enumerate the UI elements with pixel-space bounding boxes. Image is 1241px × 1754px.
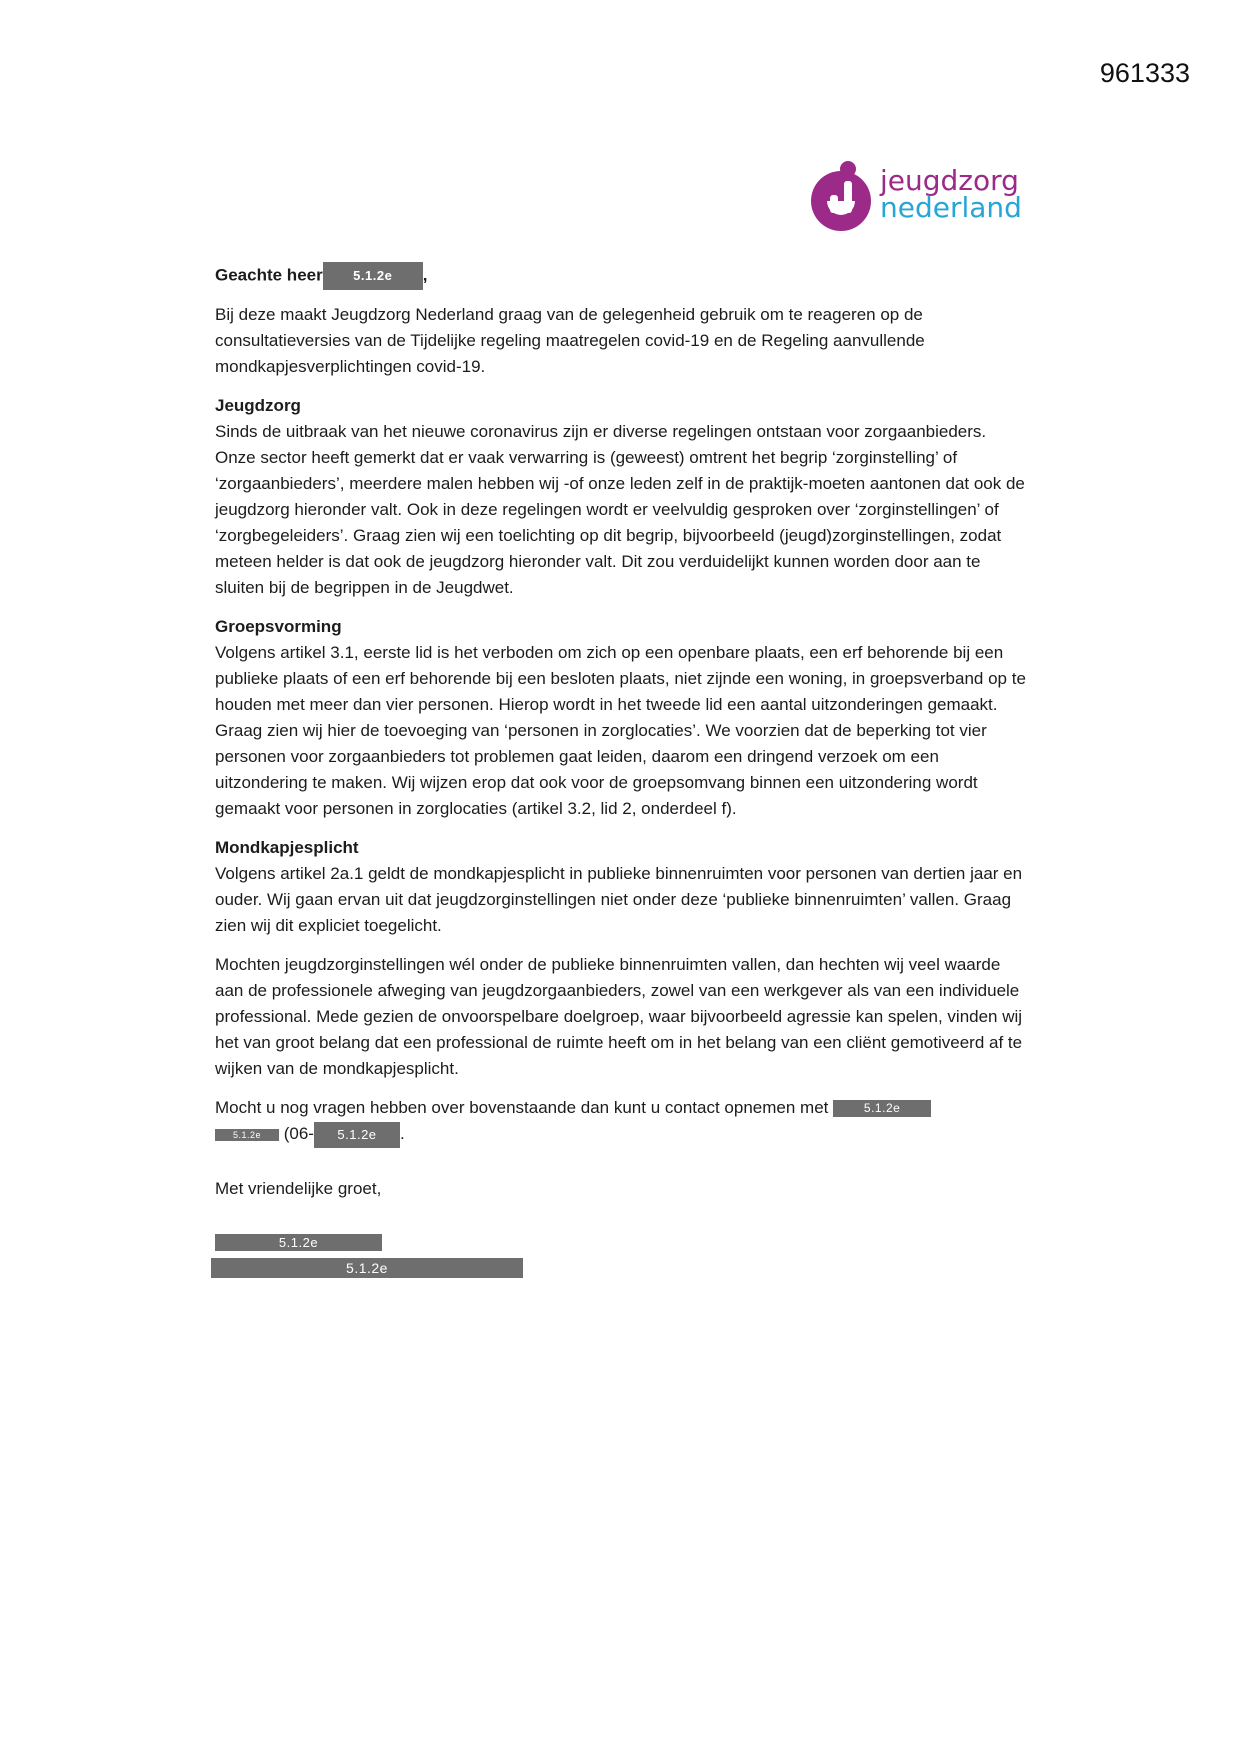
section-title-mondkapjesplicht: Mondkapjesplicht bbox=[215, 838, 359, 857]
professional-judgement-paragraph: Mochten jeugdzorginstellingen wél onder de publieke binnenruimten vallen, dan hechten wij veel waarde aan de professionele afweging van jeugdzorgaanbieders, zowel van een werkgever als van een individuele professional. Mede gezien de onvoorspelbare doelgroep, waar bijvoorbeeld agressie kan spelen, vinden wij het van groot belang dat een professional de ruimte heeft om in het belang van een cliënt gemotiveerd af te wijken van de mondkapjesplicht. bbox=[215, 955, 1023, 1078]
signature-block bbox=[215, 1234, 1027, 1294]
redaction-block: 5.1.2e bbox=[833, 1100, 931, 1117]
phone-prefix: (06- bbox=[283, 1124, 314, 1143]
redaction-block: 5.1.2e bbox=[215, 1129, 279, 1141]
document-number: 961333 bbox=[1099, 58, 1190, 88]
contact-end: . bbox=[399, 1124, 405, 1143]
redaction-block: 5.1.2e bbox=[314, 1122, 400, 1148]
section-body-jeugdzorg: Sinds de uitbraak van het nieuwe coronavirus zijn er diverse regelingen ontstaan voor zorgaanbieders. Onze sector heeft gemerkt dat er vaak verwarring is (geweest) omtrent het begrip ‘zorginstelling’ of ‘zorgaanbieders’, meerdere malen hebben wij -of onze leden zelf in de praktijk-moeten aantonen dat ook de jeugdzorg hieronder valt. Ook in deze regelingen wordt er veelvuldig gesproken over ‘zorginstellingen’ of ‘zorgbegeleiders’. Graag zien wij een toelichting op dit begrip, bijvoorbeeld (jeugd)zorginstellingen, zodat meteen helder is dat ook de jeugdzorg hieronder valt. Dit zou verduidelijkt kunnen worden door aan te sluiten bij de begrippen in de Jeugdwet. bbox=[215, 422, 1025, 597]
redaction-block: 5.1.2e bbox=[211, 1258, 523, 1278]
intro-paragraph: Bij deze maakt Jeugdzorg Nederland graag van de gelegenheid gebruik om te reageren op de consultatieversies van de Tijdelijke regeling maatregelen covid-19 en de Regeling aanvullende mondkapjesverplichtingen covid-19. bbox=[215, 305, 925, 376]
section-body-groepsvorming: Volgens artikel 3.1, eerste lid is het verboden om zich op een openbare plaats, een erf behorende bij een publieke plaats of een erf behorende bij een besloten plaats, niet zijnde een woning, in groepsverband op te houden met meer dan vier personen. Hierop wordt in het tweede lid een aantal uitzonderingen gemaakt. Graag zien wij hier de toevoeging van ‘personen in zorglocaties’. We voorzien dat de beperking tot vier personen voor zorgaanbieders tot problemen gaat leiden, daarom een dringend verzoek om een uitzondering te maken. Wij wijzen erop dat ook voor de groepsomvang binnen een uitzondering wordt gemaakt voor personen in zorglocaties (artikel 3.2, lid 2, onderdeel f). bbox=[215, 643, 1026, 818]
salutation-suffix: , bbox=[422, 265, 428, 285]
logo-line-nederland: nederland bbox=[880, 191, 1022, 224]
contact-text: Mocht u nog vragen hebben over bovenstaande dan kunt u contact opnemen met bbox=[215, 1098, 829, 1117]
salutation-prefix: Geachte heer bbox=[215, 265, 323, 285]
section-title-groepsvorming: Groepsvorming bbox=[215, 617, 342, 636]
closing-line: Met vriendelijke groet, bbox=[215, 1178, 382, 1198]
salutation bbox=[215, 262, 1027, 290]
contact-paragraph bbox=[215, 1095, 1027, 1148]
letter-body bbox=[215, 262, 1027, 1294]
jeugdzorg-nederland-logo bbox=[808, 157, 1028, 233]
redaction-block: 5.1.2e bbox=[323, 262, 423, 290]
logo-line-jeugdzorg: jeugdzorg bbox=[880, 164, 1019, 197]
section-body-mondkapjesplicht: Volgens artikel 2a.1 geldt de mondkapjesplicht in publieke binnenruimten voor personen van dertien jaar en ouder. Wij gaan ervan uit dat jeugdzorginstellingen niet onder deze ‘publieke binnenruimten’ vallen. Graag zien wij dit expliciet toegelicht. bbox=[215, 864, 1023, 935]
logo-mark-icon bbox=[808, 157, 874, 233]
redaction-block: 5.1.2e bbox=[215, 1234, 382, 1251]
section-title-jeugdzorg: Jeugdzorg bbox=[215, 396, 301, 415]
